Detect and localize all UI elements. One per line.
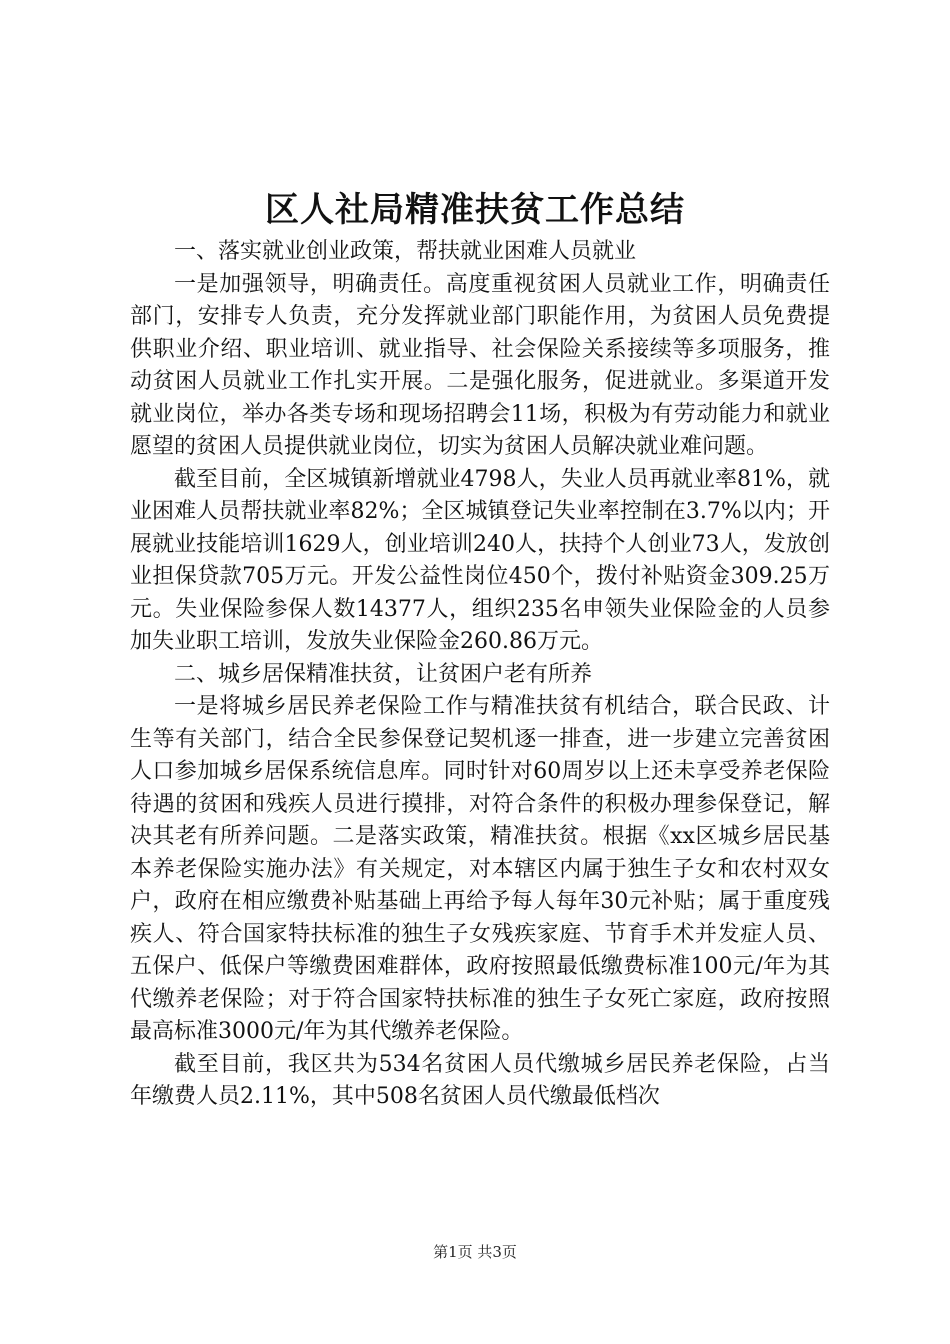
section-heading-2: 二、城乡居保精准扶贫，让贫困户老有所养: [174, 661, 593, 687]
section-heading-1: 一、落实就业创业政策，帮扶就业困难人员就业: [174, 239, 637, 264]
document-title: 区人社局精准扶贫工作总结: [265, 190, 685, 230]
paragraph: 一是加强领导，明确责任。高度重视贫困人员就业工作，明确责任部门，安排专人负责，充分发挥就业部门职能作用，为贫困人员免费提供职业介绍、职业培训、就业指导、社会保险关系接续等多项服务，推动贫困人员就业工作扎实开展。二是强化服务，促进就业。多渠道开发就业岗位，举办各类专场和现场招聘会11场，积极为有劳动能力和就业愿望的贫困人员提供就业岗位，切实为贫困人员解决就业难问题。: [130, 271, 830, 459]
page-footer: 第1页 共3页: [433, 1243, 517, 1261]
document-body: [130, 236, 830, 1114]
paragraph: 截至目前，我区共为534名贫困人员代缴城乡居民养老保险，占当年缴费人员2.11%，其中508名贫困人员代缴最低档次: [130, 1051, 830, 1109]
paragraph: 截至目前，全区城镇新增就业4798人，失业人员再就业率81%，就业困难人员帮扶就业率82%；全区城镇登记失业率控制在3.7%以内；开展就业技能培训1629人，创业培训240人，扶持个人创业73人，发放创业担保贷款705万元。开发公益性岗位450个，拨付补贴资金309.25万元。失业保险参保人数14377人，组织235名申领失业保险金的人员参加失业职工培训，发放失业保险金260.86万元。: [130, 466, 830, 654]
paragraph: 一是将城乡居民养老保险工作与精准扶贫有机结合，联合民政、计生等有关部门，结合全民参保登记契机逐一排查，进一步建立完善贫困人口参加城乡居保系统信息库。同时针对60周岁以上还未享受养老保险待遇的贫困和残疾人员进行摸排，对符合条件的积极办理参保登记，解决其老有所养问题。二是落实政策，精准扶贫。根据《xx区城乡居民基本养老保险实施办法》有关规定，对本辖区内属于独生子女和农村双女户，政府在相应缴费补贴基础上再给予每人每年30元补贴；属于重度残疾人、符合国家特扶标准的独生子女残疾家庭、节育手术并发症人员、五保户、低保户等缴费困难群体，政府按照最低缴费标准100元/年为其代缴养老保险；对于符合国家特扶标准的独生子女死亡家庭，政府按照最高标准3000元/年为其代缴养老保险。: [130, 694, 830, 1044]
